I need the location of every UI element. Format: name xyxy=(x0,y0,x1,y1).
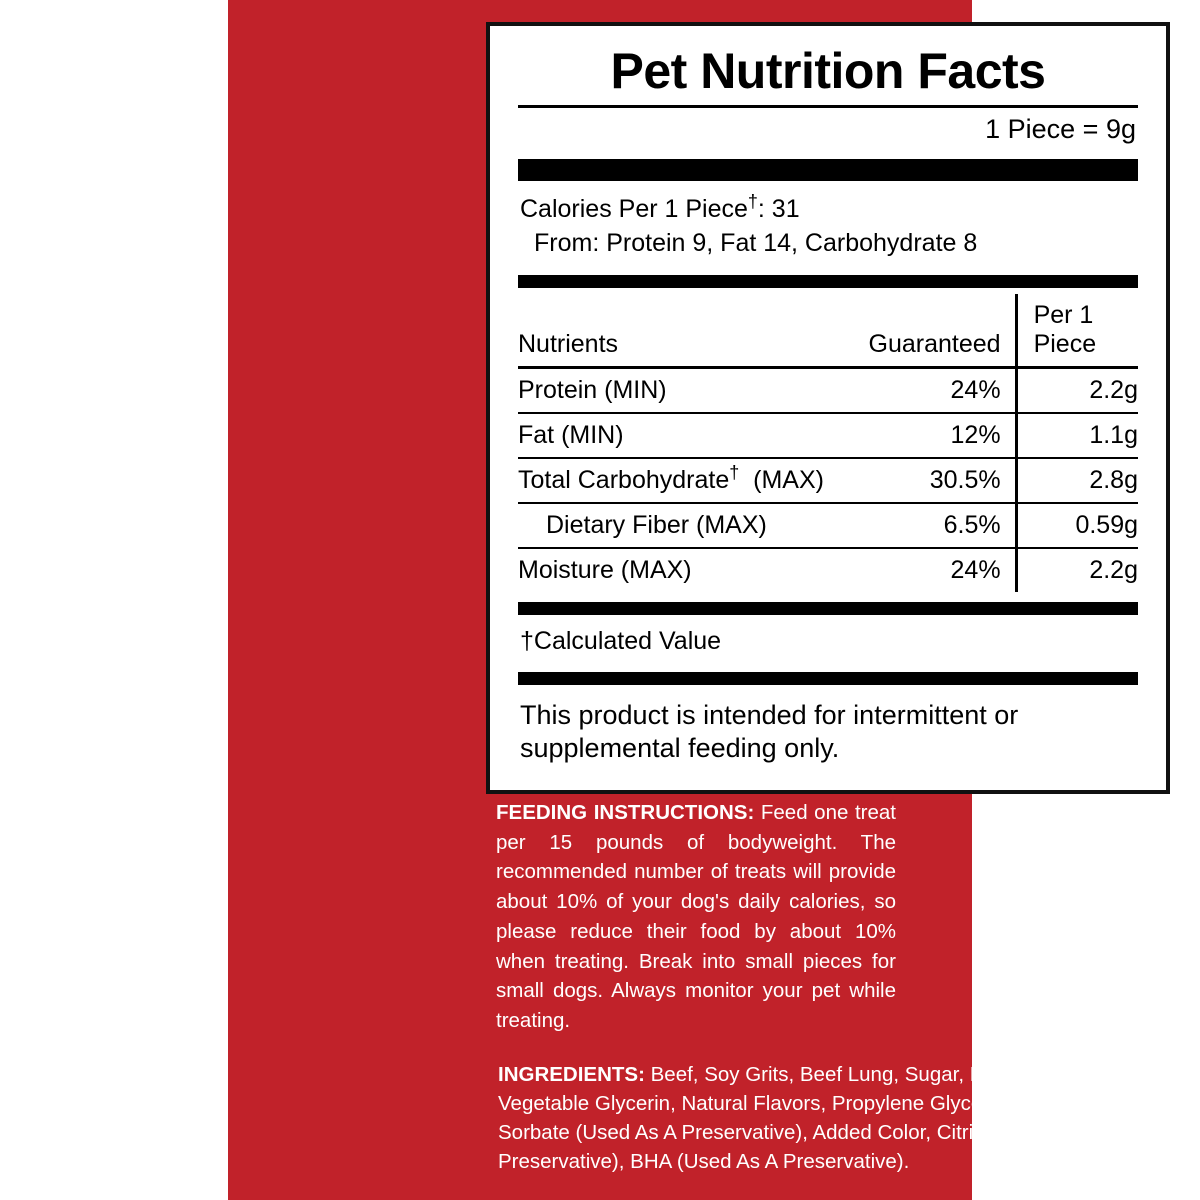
page-title: Pet Nutrition Facts xyxy=(610,43,1046,99)
table-row xyxy=(518,413,1138,458)
nutrient-per-piece: 1.1g xyxy=(1016,413,1138,458)
dagger-mark: † xyxy=(747,191,758,212)
nutrient-guaranteed: 24% xyxy=(869,367,1017,413)
nutrient-guaranteed: 24% xyxy=(950,555,1001,584)
thick-divider-top xyxy=(518,159,1138,181)
ingredients-text: Beef, Soy Grits, Beef Lung, Sugar, Beef Liver, Salt, Vegetable Glycerin, Natural Flavors, Propylene Glycol, Potassium Sorbate (Used As A Preservative), Added Color, Citric Acid (Used As A Preservative), BHA (Used As A Preservative). xyxy=(498,1063,1134,1174)
column-header-per-piece: Per 1 Piece xyxy=(1016,294,1138,368)
nutrient-per-piece: 2.2g xyxy=(1016,548,1138,592)
nutrient-guaranteed: 12% xyxy=(869,413,1017,458)
calories-block xyxy=(518,181,1138,265)
feeding-instructions-text: Feed one treat per 15 pounds of bodyweight. The recommended number of treats will provide about 10% of your dog's daily calories, so please reduce their food by about 10% when treating. Break into small pieces for small dogs. Always monitor your pet while treating. xyxy=(496,801,896,1033)
nutrient-name: Fat (MIN) xyxy=(518,413,869,458)
thick-divider-table xyxy=(518,602,1138,615)
feeding-instructions xyxy=(496,798,896,1036)
nutrient-name: Total Carbohydrate† (MAX) xyxy=(518,458,869,503)
nutrient-per-piece: 2.8g xyxy=(1016,458,1138,503)
thick-divider-footnote xyxy=(518,672,1138,685)
product-code: NP003 xyxy=(1080,1150,1143,1174)
calculated-value-footnote: †Calculated Value xyxy=(520,626,722,655)
thick-divider-calories xyxy=(518,275,1138,288)
nutrient-per-piece: 0.59g xyxy=(1016,503,1138,548)
pet-nutrition-facts-box xyxy=(486,22,1170,794)
calories-from-line: From: Protein 9, Fat 14, Carbohydrate 8 xyxy=(534,228,978,257)
serving-size: 1 Piece = 9g xyxy=(985,114,1136,144)
calories-line: Calories Per 1 Piece†: 31 xyxy=(520,191,800,223)
table-row xyxy=(518,458,1138,503)
ingredients-block xyxy=(498,1060,1143,1176)
red-package-panel xyxy=(228,0,1143,1200)
feeding-statement: This product is intended for intermittent or supplemental feeding only. xyxy=(520,699,1019,764)
ingredients-label: INGREDIENTS: xyxy=(498,1063,645,1086)
table-row xyxy=(518,548,1138,592)
table-row xyxy=(518,367,1138,413)
nutrients-table xyxy=(518,294,1138,592)
nutrient-name: Moisture (MAX) xyxy=(518,555,692,584)
nutrient-per-piece: 2.2g xyxy=(1016,367,1138,413)
column-header-nutrients: Nutrients xyxy=(518,294,869,368)
table-header-row xyxy=(518,294,1138,368)
column-header-guaranteed: Guaranteed xyxy=(869,294,1017,368)
dagger-mark: † xyxy=(729,462,740,483)
nutrient-name: Protein (MIN) xyxy=(518,367,869,413)
table-row xyxy=(518,503,1138,548)
nutrient-name: Dietary Fiber (MAX) xyxy=(518,503,869,548)
nutrient-guaranteed: 6.5% xyxy=(869,503,1017,548)
feeding-instructions-label: FEEDING INSTRUCTIONS: xyxy=(496,801,755,824)
nutrient-guaranteed: 30.5% xyxy=(869,458,1017,503)
